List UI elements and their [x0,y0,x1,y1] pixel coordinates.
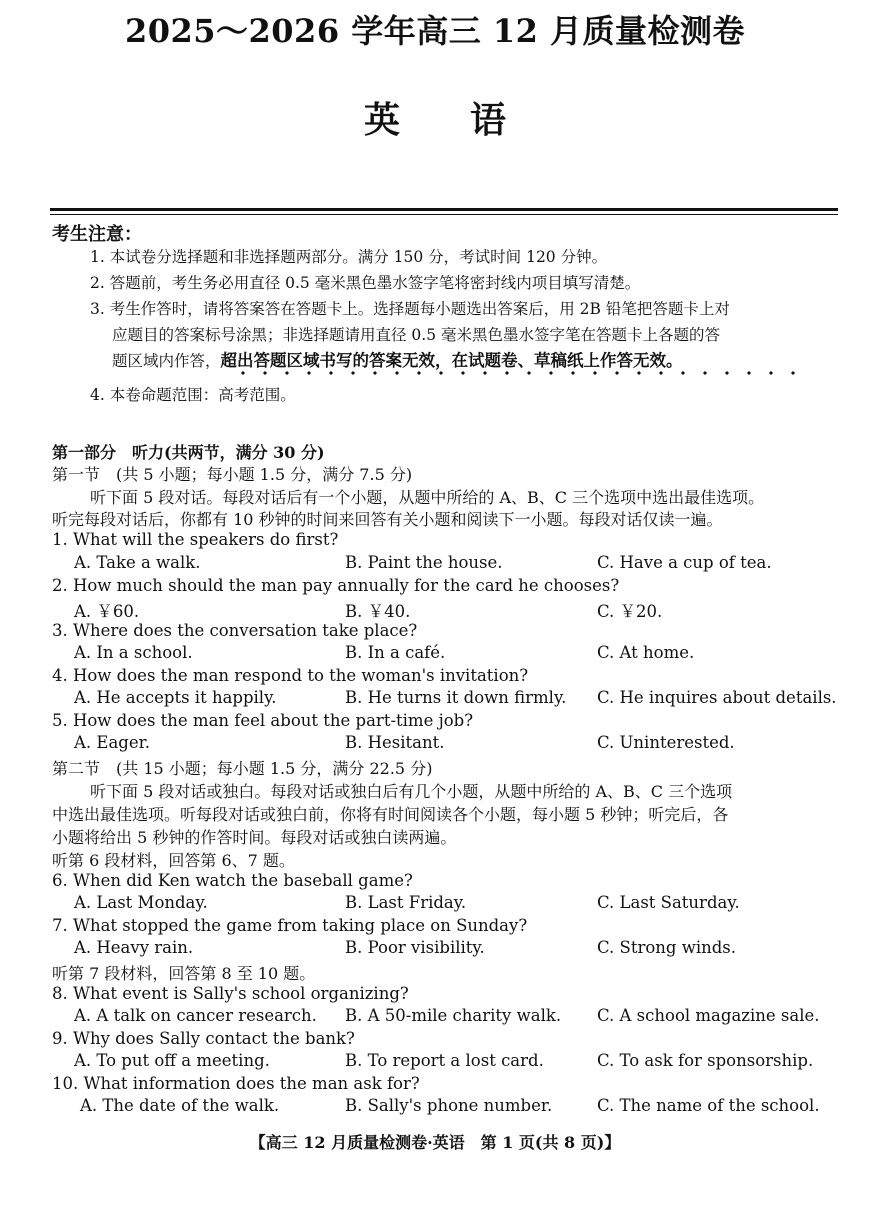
notice-item-3-plain: 题区域内作答， [112,352,221,370]
q3-option-b: B. In a café. [345,643,446,662]
notice-item-2: 2. 答题前，考生务必用直径 0.5 毫米黑色墨水签字笔将密封线内项目填写清楚。 [90,274,641,292]
q5-option-a: A. Eager. [74,733,150,752]
q4-option-a: A. He accepts it happily. [74,688,277,707]
question-6: 6. When did Ken watch the baseball game? [52,871,413,890]
question-10: 10. What information does the man ask for? [52,1074,420,1093]
q6-option-b: B. Last Friday. [345,893,467,912]
section1-title: 第一节 (共 5 小题；每小题 1.5 分，满分 7.5 分) [52,465,413,484]
q5-option-c: C. Uninterested. [597,733,735,752]
q4-option-c: C. He inquires about details. [597,688,837,707]
q8-option-c: C. A school magazine sale. [597,1006,820,1025]
q9-option-a: A. To put off a meeting. [74,1051,270,1070]
q5-option-b: B. Hesitant. [345,733,445,752]
section1-instructions-2: 听完每段对话后，你都有 10 秒钟的时间来回答有关小题和阅读下一小题。每段对话仅读一遍。 [52,510,723,529]
notice-heading: 考生注意： [52,224,142,245]
notice-item-3: 3. 考生作答时，请将答案答在答题卡上。选择题每小题选出答案后，用 2B 铅笔把答题卡上对 [90,300,730,318]
question-2: 2. How much should the man pay annually for the card he chooses? [52,576,620,595]
notice-item-3-line-2: 应题目的答案标号涂黑；非选择题请用直径 0.5 毫米黑色墨水签字笔在答题卡上各题的答 [112,326,721,344]
q2-option-a: A. ￥60. [74,602,140,621]
part1-title: 第一部分 听力(共两节，满分 30 分) [52,443,325,462]
notice-item-4: 4. 本卷命题范围：高考范围。 [90,386,296,404]
material-7-instruction: 听第 7 段材料，回答第 8 至 10 题。 [52,964,316,983]
q6-option-c: C. Last Saturday. [597,893,740,912]
notice-item-3-emphasis: 超出答题区域书写的答案无效，在试题卷、草稿纸上作答无效。 [220,351,683,370]
q2-option-c: C. ￥20. [597,602,663,621]
question-8: 8. What event is Sally's school organizing? [52,984,409,1003]
q7-option-a: A. Heavy rain. [74,938,194,957]
q8-option-a: A. A talk on cancer research. [74,1006,317,1025]
q1-option-a: A. Take a walk. [74,553,201,572]
notice-item-3-line-3 [112,350,842,372]
q10-option-c: C. The name of the school. [597,1096,820,1115]
question-4: 4. How does the man respond to the woman's invitation? [52,666,529,685]
header-rule-thin [50,214,838,215]
subject-title: 英语 [363,99,576,141]
section2-title: 第二节 (共 15 小题；每小题 1.5 分，满分 22.5 分) [52,759,433,778]
section1-instructions-1: 听下面 5 段对话。每段对话后有一个小题，从题中所给的 A、B、C 三个选项中选出最佳选项。 [90,488,765,507]
section2-instructions-3: 小题将给出 5 秒钟的作答时间。每段对话或独白读两遍。 [52,828,457,847]
q8-option-b: B. A 50-mile charity walk. [345,1006,562,1025]
notice-item-1: 1. 本试卷分选择题和非选择题两部分。满分 150 分，考试时间 120 分钟。 [90,248,608,266]
header-rule-thick [50,208,838,211]
question-1: 1. What will the speakers do first? [52,530,339,549]
q1-option-b: B. Paint the house. [345,553,503,572]
emphasis-dots [232,370,812,376]
q9-option-b: B. To report a lost card. [345,1051,544,1070]
exam-title: 2025～2026 学年高三 12 月质量检测卷 [124,12,746,50]
section2-instructions-2: 中选出最佳选项。听每段对话或独白前，你将有时间阅读各个小题，每小题 5 秒钟；听完后，各 [52,805,729,824]
q2-option-b: B. ￥40. [345,602,411,621]
question-9: 9. Why does Sally contact the bank? [52,1029,355,1048]
q7-option-c: C. Strong winds. [597,938,737,957]
q10-option-a: A. The date of the walk. [80,1096,280,1115]
q1-option-c: C. Have a cup of tea. [597,553,772,572]
section2-instructions-1: 听下面 5 段对话或独白。每段对话或独白后有几个小题，从题中所给的 A、B、C 三个选项 [90,782,733,801]
question-5: 5. How does the man feel about the part-time job? [52,711,474,730]
page-footer: 【高三 12 月质量检测卷·英语 第 1 页(共 8 页)】 [249,1133,621,1152]
q7-option-b: B. Poor visibility. [345,938,485,957]
question-7: 7. What stopped the game from taking place on Sunday? [52,916,528,935]
q3-option-a: A. In a school. [74,643,193,662]
q4-option-b: B. He turns it down firmly. [345,688,567,707]
q9-option-c: C. To ask for sponsorship. [597,1051,814,1070]
q3-option-c: C. At home. [597,643,695,662]
q10-option-b: B. Sally's phone number. [345,1096,553,1115]
material-6-instruction: 听第 6 段材料，回答第 6、7 题。 [52,851,295,870]
question-3: 3. Where does the conversation take place? [52,621,418,640]
q6-option-a: A. Last Monday. [74,893,208,912]
